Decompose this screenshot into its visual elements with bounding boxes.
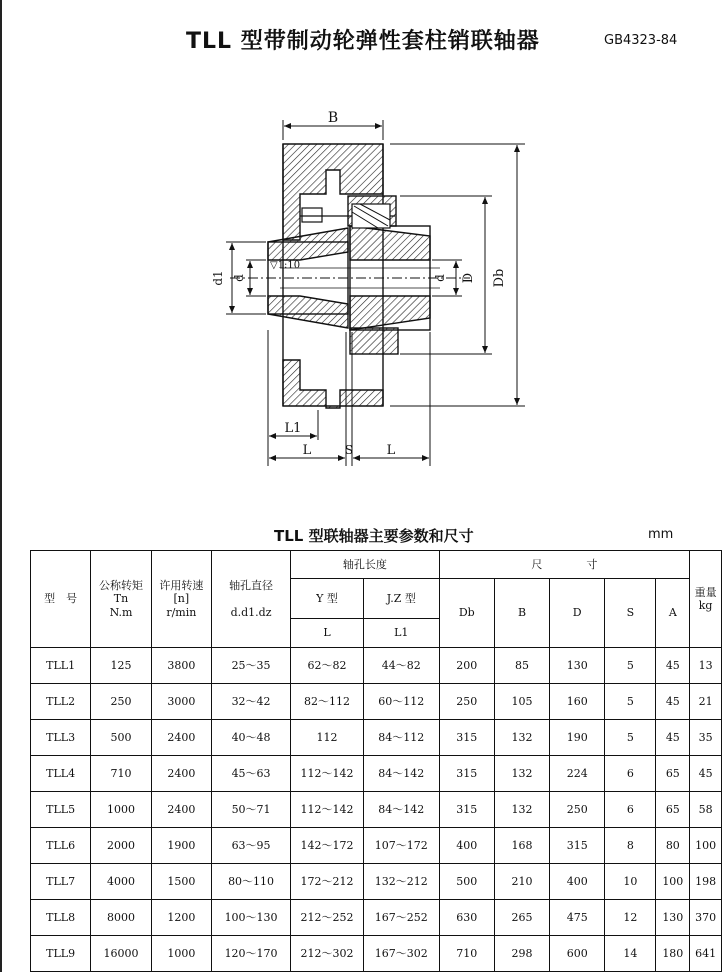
label-S: S bbox=[344, 443, 354, 457]
cell-b: 85 bbox=[494, 648, 549, 684]
cell-l1: 107～172 bbox=[363, 828, 439, 864]
label-L-left: L bbox=[302, 443, 312, 458]
header-model: 型 号 bbox=[31, 551, 91, 648]
header-row-1 bbox=[31, 551, 722, 579]
cell-db: 400 bbox=[439, 828, 494, 864]
label-D: D bbox=[461, 272, 476, 284]
cell-dd: 600 bbox=[550, 936, 605, 972]
label-L-right: L bbox=[386, 443, 396, 458]
cell-a: 45 bbox=[656, 648, 690, 684]
cell-model: TLL5 bbox=[31, 792, 91, 828]
cell-model: TLL8 bbox=[31, 900, 91, 936]
cell-b: 132 bbox=[494, 792, 549, 828]
cell-kg: 45 bbox=[690, 756, 722, 792]
header-torque bbox=[91, 551, 151, 648]
cell-s: 5 bbox=[605, 648, 656, 684]
cell-a: 130 bbox=[656, 900, 690, 936]
label-L1: L1 bbox=[284, 421, 302, 436]
table-row bbox=[31, 900, 722, 936]
cell-tn: 4000 bbox=[91, 864, 151, 900]
header-A: A bbox=[656, 579, 690, 648]
table-caption: TLL 型联轴器主要参数和尺寸 bbox=[274, 527, 474, 545]
cell-dd: 190 bbox=[550, 720, 605, 756]
torque-name: 公称转矩 bbox=[98, 579, 143, 593]
cell-a: 45 bbox=[656, 684, 690, 720]
cell-a: 65 bbox=[656, 756, 690, 792]
cell-l: 212～252 bbox=[291, 900, 364, 936]
page-title: TLL 型带制动轮弹性套柱销联轴器 bbox=[186, 29, 540, 54]
cell-d: 40～48 bbox=[212, 720, 291, 756]
table-unit: mm bbox=[648, 527, 674, 542]
cell-s: 6 bbox=[605, 756, 656, 792]
cell-model: TLL1 bbox=[31, 648, 91, 684]
speed-symbol: [n] bbox=[173, 592, 190, 606]
cell-a: 100 bbox=[656, 864, 690, 900]
cell-tn: 16000 bbox=[91, 936, 151, 972]
cell-db: 315 bbox=[439, 792, 494, 828]
table-row bbox=[31, 684, 722, 720]
cell-kg: 641 bbox=[690, 936, 722, 972]
cell-d: 25～35 bbox=[212, 648, 291, 684]
cell-kg: 21 bbox=[690, 684, 722, 720]
cell-dd: 224 bbox=[550, 756, 605, 792]
cell-d: 45～63 bbox=[212, 756, 291, 792]
cell-dd: 475 bbox=[550, 900, 605, 936]
cell-b: 168 bbox=[494, 828, 549, 864]
standard-number: GB4323-84 bbox=[604, 33, 678, 48]
bore-name: 轴孔直径 bbox=[229, 579, 274, 593]
cell-n: 1500 bbox=[151, 864, 211, 900]
cell-l1: 167～302 bbox=[363, 936, 439, 972]
cell-l: 212～302 bbox=[291, 936, 364, 972]
cell-a: 45 bbox=[656, 720, 690, 756]
cell-n: 3800 bbox=[151, 648, 211, 684]
header-Db: Db bbox=[439, 579, 494, 648]
cell-b: 210 bbox=[494, 864, 549, 900]
cell-s: 5 bbox=[605, 720, 656, 756]
cell-n: 2400 bbox=[151, 756, 211, 792]
cell-db: 315 bbox=[439, 720, 494, 756]
cell-d: 50～71 bbox=[212, 792, 291, 828]
cell-s: 10 bbox=[605, 864, 656, 900]
label-B: B bbox=[327, 110, 339, 126]
label-d1: d1 bbox=[211, 270, 225, 286]
label-Db: Db bbox=[492, 268, 507, 288]
cell-model: TLL2 bbox=[31, 684, 91, 720]
cell-l: 112～142 bbox=[291, 792, 364, 828]
cell-s: 12 bbox=[605, 900, 656, 936]
cell-dd: 315 bbox=[550, 828, 605, 864]
cell-n: 1000 bbox=[151, 936, 211, 972]
cell-tn: 250 bbox=[91, 684, 151, 720]
label-taper: ▽1:10 bbox=[270, 260, 301, 271]
cell-tn: 710 bbox=[91, 756, 151, 792]
cell-l1: 84～112 bbox=[363, 720, 439, 756]
cell-l1: 60～112 bbox=[363, 684, 439, 720]
cell-n: 2400 bbox=[151, 792, 211, 828]
cell-l: 172～212 bbox=[291, 864, 364, 900]
cell-n: 2400 bbox=[151, 720, 211, 756]
table-row bbox=[31, 828, 722, 864]
cell-kg: 35 bbox=[690, 720, 722, 756]
speed-unit: r/min bbox=[166, 605, 197, 619]
cell-d: 32～42 bbox=[212, 684, 291, 720]
cell-l1: 84～142 bbox=[363, 792, 439, 828]
cell-l1: 167～252 bbox=[363, 900, 439, 936]
cell-a: 180 bbox=[656, 936, 690, 972]
cell-tn: 2000 bbox=[91, 828, 151, 864]
header-B: B bbox=[494, 579, 549, 648]
bore-symbols: d.d1.dz bbox=[230, 605, 272, 619]
cell-l: 62～82 bbox=[291, 648, 364, 684]
cell-d: 120～170 bbox=[212, 936, 291, 972]
brake-wheel bbox=[283, 144, 383, 408]
speed-name: 许用转速 bbox=[159, 579, 204, 593]
cell-tn: 500 bbox=[91, 720, 151, 756]
cell-kg: 58 bbox=[690, 792, 722, 828]
cell-l: 82～112 bbox=[291, 684, 364, 720]
cell-db: 200 bbox=[439, 648, 494, 684]
header-D: D bbox=[550, 579, 605, 648]
cell-kg: 13 bbox=[690, 648, 722, 684]
header-L1: L1 bbox=[363, 619, 439, 648]
cell-db: 250 bbox=[439, 684, 494, 720]
cell-kg: 100 bbox=[690, 828, 722, 864]
header-bore bbox=[212, 551, 291, 648]
table-row bbox=[31, 720, 722, 756]
header-y-type: Y 型 bbox=[291, 579, 364, 619]
cell-l1: 132～212 bbox=[363, 864, 439, 900]
cell-b: 298 bbox=[494, 936, 549, 972]
cell-dd: 160 bbox=[550, 684, 605, 720]
cell-n: 1200 bbox=[151, 900, 211, 936]
cell-model: TLL3 bbox=[31, 720, 91, 756]
table-row bbox=[31, 864, 722, 900]
cell-dd: 130 bbox=[550, 648, 605, 684]
cell-d: 80～110 bbox=[212, 864, 291, 900]
cell-s: 14 bbox=[605, 936, 656, 972]
header-weight bbox=[690, 551, 722, 648]
cell-model: TLL4 bbox=[31, 756, 91, 792]
cell-l1: 44～82 bbox=[363, 648, 439, 684]
cell-s: 6 bbox=[605, 792, 656, 828]
cell-dd: 250 bbox=[550, 792, 605, 828]
cell-db: 630 bbox=[439, 900, 494, 936]
cell-b: 132 bbox=[494, 720, 549, 756]
cell-kg: 198 bbox=[690, 864, 722, 900]
cell-a: 65 bbox=[656, 792, 690, 828]
cell-model: TLL9 bbox=[31, 936, 91, 972]
cell-l: 142～172 bbox=[291, 828, 364, 864]
cell-n: 3000 bbox=[151, 684, 211, 720]
cell-s: 8 bbox=[605, 828, 656, 864]
table-row bbox=[31, 648, 722, 684]
cell-d: 100～130 bbox=[212, 900, 291, 936]
cell-tn: 1000 bbox=[91, 792, 151, 828]
weight-unit: kg bbox=[698, 599, 713, 612]
cell-d: 63～95 bbox=[212, 828, 291, 864]
cell-b: 105 bbox=[494, 684, 549, 720]
cell-tn: 8000 bbox=[91, 900, 151, 936]
cell-kg: 370 bbox=[690, 900, 722, 936]
cell-n: 1900 bbox=[151, 828, 211, 864]
header-S: S bbox=[605, 579, 656, 648]
cell-model: TLL7 bbox=[31, 864, 91, 900]
header-L: L bbox=[291, 619, 364, 648]
header-dims: 尺 寸 bbox=[439, 551, 690, 579]
cell-model: TLL6 bbox=[31, 828, 91, 864]
header-jz-type: J.Z 型 bbox=[363, 579, 439, 619]
torque-symbol: Tn bbox=[113, 592, 129, 606]
cell-s: 5 bbox=[605, 684, 656, 720]
label-d-left: d bbox=[232, 274, 246, 282]
cell-b: 132 bbox=[494, 756, 549, 792]
table-row bbox=[31, 936, 722, 972]
cell-db: 315 bbox=[439, 756, 494, 792]
table-row bbox=[31, 756, 722, 792]
table-row bbox=[31, 792, 722, 828]
cell-b: 265 bbox=[494, 900, 549, 936]
weight-name: 重量 bbox=[694, 585, 717, 599]
cell-db: 500 bbox=[439, 864, 494, 900]
cell-l: 112 bbox=[291, 720, 364, 756]
cell-l: 112～142 bbox=[291, 756, 364, 792]
cell-tn: 125 bbox=[91, 648, 151, 684]
cell-dd: 400 bbox=[550, 864, 605, 900]
cell-a: 80 bbox=[656, 828, 690, 864]
cell-l1: 84～142 bbox=[363, 756, 439, 792]
header-speed bbox=[151, 551, 211, 648]
spec-table bbox=[30, 550, 722, 972]
torque-unit: N.m bbox=[109, 605, 133, 619]
cell-db: 710 bbox=[439, 936, 494, 972]
header-length: 轴孔长度 bbox=[291, 551, 440, 579]
coupling-drawing bbox=[0, 100, 722, 480]
label-d-right: d bbox=[433, 274, 447, 282]
